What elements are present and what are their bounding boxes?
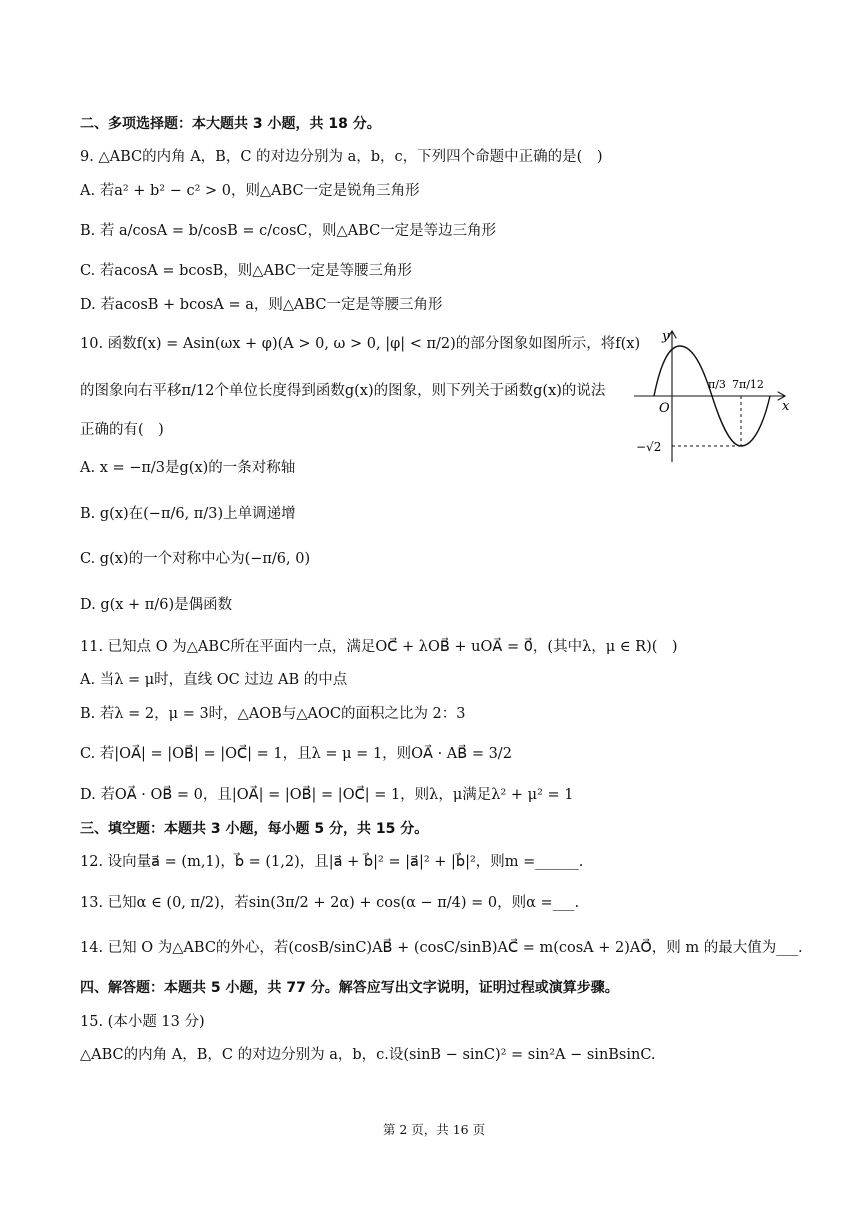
question-15-text: △ABC的内角 A，B，C 的对边分别为 a，b，c.设(sinB − sinC)² = sin²A − sinBsinC. <box>80 1047 656 1063</box>
question-10-option-a: A. x = −π/3是g(x)的一条对称轴 <box>80 460 296 476</box>
question-11-stem: 11. 已知点 O 为△ABC所在平面内一点，满足OC⃗ + λOB⃗ + uOA⃗ = 0⃗，(其中λ，μ ∈ R)( ) <box>80 639 678 655</box>
section-3-heading: 三、填空题：本题共 3 小题，每小题 5 分，共 15 分。 <box>80 821 429 837</box>
page-footer: 第 2 页，共 16 页 <box>382 1122 486 1137</box>
min-value-label: −√2 <box>636 440 662 454</box>
question-11-option-a: A. 当λ = μ时，直线 OC 过边 AB 的中点 <box>80 672 348 688</box>
question-9-option-a: A. 若a² + b² − c² > 0，则△ABC一定是锐角三角形 <box>80 183 420 199</box>
question-10-stem-line-1: 10. 函数f(x) = Asin(ωx + φ)(A > 0, ω > 0, |φ| < π/2)的部分图象如图所示，将f(x) <box>80 336 641 352</box>
tick-pi-over-3: π/3 <box>708 378 726 391</box>
question-9-stem: 9. △ABC的内角 A，B，C 的对边分别为 a，b，c，下列四个命题中正确的是( ) <box>80 149 603 165</box>
question-10-stem-line-3: 正确的有( ) <box>80 422 164 438</box>
question-13: 13. 已知α ∈ (0, π/2)，若sin(3π/2 + 2α) + cos(α − π/4) = 0，则α =___. <box>80 895 580 911</box>
question-11-option-b: B. 若λ = 2，μ = 3时，△AOB与△AOC的面积之比为 2：3 <box>80 706 466 722</box>
section-2-heading: 二、多项选择题：本大题共 3 小题，共 18 分。 <box>80 116 381 132</box>
section-4-heading: 四、解答题：本题共 5 小题，共 77 分。解答应写出文字说明，证明过程或演算步骤。 <box>80 980 619 996</box>
y-axis-label: y <box>662 329 670 344</box>
question-9-option-b: B. 若 a/cosA = b/cosB = c/cosC，则△ABC一定是等边三角形 <box>80 223 497 239</box>
question-12: 12. 设向量a⃗ = (m,1)，b⃗ = (1,2)，且|a⃗ + b⃗|² = |a⃗|² + |b⃗|²，则m =______. <box>80 854 584 870</box>
question-10-option-c: C. g(x)的一个对称中心为(−π/6, 0) <box>80 551 311 567</box>
question-10-option-d: D. g(x + π/6)是偶函数 <box>80 597 233 613</box>
question-10-option-b: B. g(x)在(−π/6, π/3)上单调递增 <box>80 506 296 522</box>
question-14: 14. 已知 O 为△ABC的外心，若(cosB/sinC)AB⃗ + (cosC/sinB)AC⃗ = m(cosA + 2)AO⃗，则 m 的最大值为___. <box>80 940 803 956</box>
origin-label: O <box>659 401 670 416</box>
question-11-option-d: D. 若OA⃗ · OB⃗ = 0，且|OA⃗| = |OB⃗| = |OC⃗| = 1，则λ，μ满足λ² + μ² = 1 <box>80 787 574 803</box>
question-11-option-c: C. 若|OA⃗| = |OB⃗| = |OC⃗| = 1，且λ = μ = 1，则OA⃗ · AB⃗ = 3/2 <box>80 746 512 762</box>
question-15-title: 15. (本小题 13 分) <box>80 1014 205 1030</box>
x-axis-label: x <box>782 399 790 414</box>
sine-graph <box>632 326 798 466</box>
question-10-stem-line-2: 的图象向右平移π/12个单位长度得到函数g(x)的图象，则下列关于函数g(x)的说法 <box>80 383 606 399</box>
question-9-option-d: D. 若acosB + bcosA = a，则△ABC一定是等腰三角形 <box>80 297 443 313</box>
tick-7pi-over-12: 7π/12 <box>732 378 764 391</box>
question-9-option-c: C. 若acosA = bcosB，则△ABC一定是等腰三角形 <box>80 263 412 279</box>
